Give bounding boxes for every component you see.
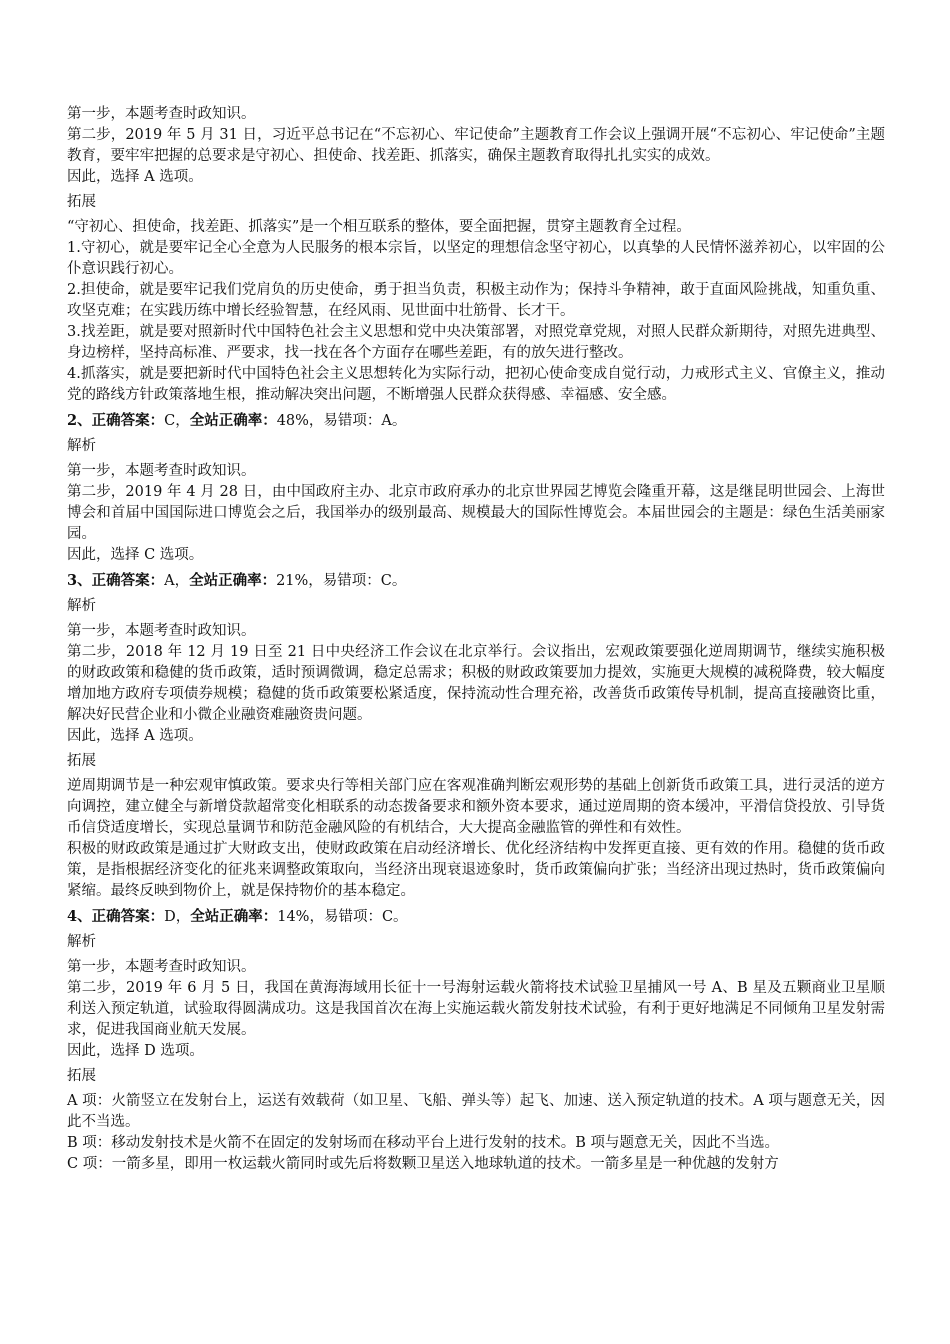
q1-extension-item: 3.找差距，就是要对照新时代中国特色社会主义思想和党中央决策部署，对照党章党规，对照人民群众新期待，对照先进典型、身边榜样，坚持高标准、严要求，找一找在各个方面存在哪些差距，有的放矢进行整改。 — [67, 324, 885, 361]
q4-step1: 第一步，本题考查时政知识。 — [67, 959, 256, 975]
q2-rate-label: 全站正确率： — [189, 412, 277, 429]
q4-option-b: B 项：移动发射技术是火箭不在固定的发射场而在移动平台上进行发射的技术。B 项与题意无关，因此不当选。 — [67, 1135, 780, 1151]
q4-option-c: C 项：一箭多星，即用一枚运载火箭同时或先后将数颗卫星送入地球轨道的技术。一箭多星是一种优越的发射方 — [67, 1156, 779, 1172]
q4-answer-label: 4、正确答案： — [67, 908, 165, 925]
q4-analysis-label: 解析 — [67, 934, 96, 950]
q2-analysis-label: 解析 — [67, 438, 96, 454]
answer-explanation-page — [67, 104, 885, 1175]
q1-step2: 第二步，2019 年 5 月 31 日，习近平总书记在“不忘初心、牢记使命”主题教育工作会议上强调开展“不忘初心、牢记使命”主题教育，要牢牢把握的总要求是守初心、担使命、找差距、抓落实，确保主题教育取得扎扎实实的成效。 — [67, 127, 885, 164]
q1-extension-item: 1.守初心，就是要牢记全心全意为人民服务的根本宗旨，以坚定的理想信念坚守初心，以真挚的人民情怀滋养初心，以牢固的公仆意识践行初心。 — [67, 240, 885, 277]
q3-conclusion: 因此，选择 A 选项。 — [67, 728, 203, 744]
q4-option-a: A 项：火箭竖立在发射台上，运送有效载荷（如卫星、飞船、弹头等）起飞、加速、送入预定轨道的技术。A 项与题意无关，因此不当选。 — [67, 1093, 885, 1130]
q1-step1: 第一步，本题考查时政知识。 — [67, 106, 256, 122]
q3-extension-paragraph: 逆周期调节是一种宏观审慎政策。要求央行等相关部门应在客观准确判断宏观形势的基础上创新货币政策工具，进行灵活的逆方向调控，建立健全与新增贷款超常变化相联系的动态拨备要求和额外资本要求，通过逆周期的资本缓冲，平滑信贷投放、引导货币信贷适度增长，实现总量调节和防范金融风险的有机结合，大大提高金融监管的弹性和有效性。 — [67, 778, 885, 836]
q4-step2: 第二步，2019 年 6 月 5 日，我国在黄海海域用长征十一号海射运载火箭将技术试验卫星捕风一号 A、B 星及五颗商业卫星顺利送入预定轨道，试验取得圆满成功。这是我国首次在海上实施运载火箭发射技术试验，有利于更好地满足不同倾角卫星发射需求，促进我国商业航天发展。 — [67, 980, 885, 1038]
q4-rate-label: 全站正确率： — [190, 908, 278, 925]
q2-answer-header — [67, 410, 885, 432]
q3-step1: 第一步，本题考查时政知识。 — [67, 623, 256, 639]
q2-correct-answer: C， — [164, 413, 190, 429]
q4-conclusion: 因此，选择 D 选项。 — [67, 1043, 204, 1059]
q4-rate-value: 14%，易错项：C。 — [277, 909, 408, 925]
q2-answer-label: 2、正确答案： — [67, 412, 165, 429]
q3-extension-paragraph: 积极的财政政策是通过扩大财政支出，使财政政策在启动经济增长、优化经济结构中发挥更直接、更有效的作用。稳健的货币政策，是指根据经济变化的征兆来调整政策取向，当经济出现衰退迹象时，货币政策偏向扩张；当经济出现过热时，货币政策偏向紧缩。最终反映到物价上，就是保持物价的基本稳定。 — [67, 841, 885, 899]
q1-extension-item: 2.担使命，就是要牢记我们党肩负的历史使命，勇于担当负责，积极主动作为；保持斗争精神，敢于直面风险挑战，知重负重、攻坚克难；在实践历练中增长经验智慧，在经风雨、见世面中壮筋骨、长才干。 — [67, 282, 885, 319]
q1-extension-label: 拓展 — [67, 194, 96, 210]
q4-answer-header — [67, 906, 885, 928]
q1-extension-item: 4.抓落实，就是要把新时代中国特色社会主义思想转化为实际行动，把初心使命变成自觉行动，力戒形式主义、官僚主义，推动党的路线方针政策落地生根，推动解决突出问题，不断增强人民群众获得感、幸福感、安全感。 — [67, 366, 885, 403]
q4-extension-label: 拓展 — [67, 1068, 96, 1084]
q1-extension-intro: “守初心、担使命，找差距、抓落实”是一个相互联系的整体，要全面把握，贯穿主题教育全过程。 — [67, 219, 691, 235]
q3-correct-answer: A， — [164, 573, 190, 589]
q3-analysis-label: 解析 — [67, 598, 96, 614]
q3-rate-label: 全站正确率： — [189, 572, 277, 589]
q2-conclusion: 因此，选择 C 选项。 — [67, 547, 204, 563]
q1-conclusion: 因此，选择 A 选项。 — [67, 169, 203, 185]
q3-rate-value: 21%，易错项：C。 — [276, 573, 407, 589]
q3-step2: 第二步，2018 年 12 月 19 日至 21 日中央经济工作会议在北京举行。会议指出，宏观政策要强化逆周期调节，继续实施积极的财政政策和稳健的货币政策，适时预调微调，稳定总需求；积极的财政政策要加力提效，实施更大规模的减税降费，较大幅度增加地方政府专项债券规模；稳健的货币政策要松紧适度，保持流动性合理充裕，改善货币政策传导机制，提高直接融资比重，解决好民营企业和小微企业融资难融资贵问题。 — [67, 644, 885, 723]
q2-step1: 第一步，本题考查时政知识。 — [67, 463, 256, 479]
q3-answer-label: 3、正确答案： — [67, 572, 165, 589]
q2-step2: 第二步，2019 年 4 月 28 日，由中国政府主办、北京市政府承办的北京世界园艺博览会隆重开幕，这是继昆明世园会、上海世博会和首届中国国际进口博览会之后，我国举办的级别最高、规模最大的国际性博览会。本届世园会的主题是：绿色生活美丽家园。 — [67, 484, 885, 542]
q3-extension-label: 拓展 — [67, 753, 96, 769]
q4-correct-answer: D， — [164, 909, 191, 925]
q3-answer-header — [67, 570, 885, 592]
q2-rate-value: 48%，易错项：A。 — [276, 413, 407, 429]
